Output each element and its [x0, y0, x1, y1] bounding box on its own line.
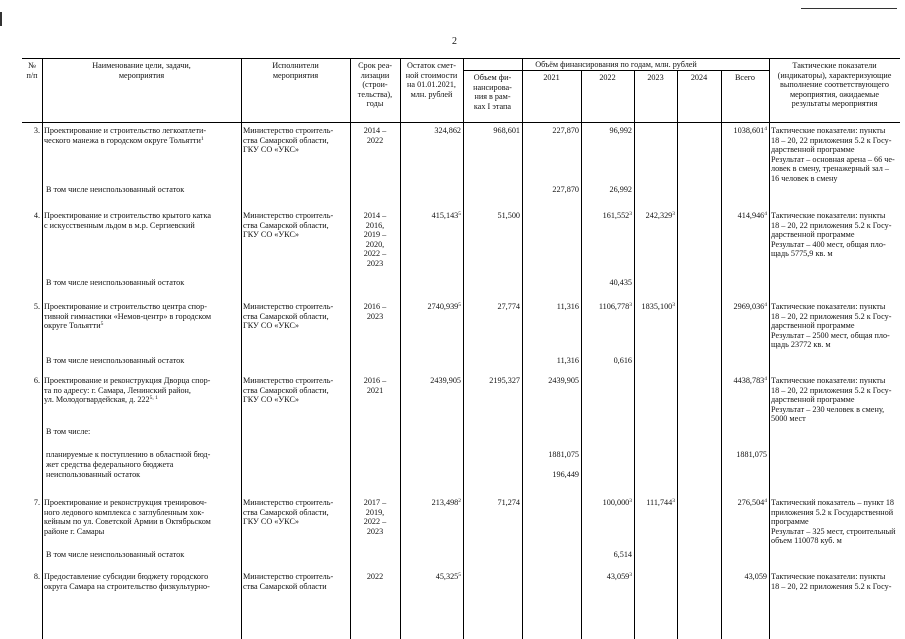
- footnote-marker: 3: [672, 302, 675, 308]
- column-rule: [522, 58, 523, 639]
- value-y2022: 161,552$^3$: [602, 211, 632, 220]
- value-vol1: 2195,327: [489, 376, 520, 385]
- header-indicators: Тактические показатели (индикаторы), характеризующие выполнение соответствующего мероприятия, ожидаемые результаты мероприятия: [777, 61, 892, 109]
- measure-name: Проектирование и строительство центра спор- тивной гимнастики «Немов-центр» в городском округе Тольятти$^5$: [44, 302, 212, 331]
- header-year-2021: 2021: [543, 73, 560, 82]
- value-vol1: 27,774: [497, 302, 520, 311]
- value-total: 414,946$^4$: [737, 211, 767, 220]
- indicators-text: Тактические показатели: пункты 18 – 20, 22 приложения 5.2 к Госу- дарственной программе Результат – основная арена – 66 че- ловек в смену, тренажерный зал – 16 человек в смену: [771, 126, 895, 183]
- footnote-marker: 5: [458, 302, 461, 308]
- value-rest: 45,325$^5$: [435, 572, 461, 581]
- header-remaining-cost: Остаток смет- ной стоимости на 01.01.2021, млн. рублей: [405, 61, 458, 99]
- value-rest: 324,862: [434, 126, 461, 135]
- header-executors: Исполнители мероприятия: [272, 61, 319, 80]
- value-y2021: 196,449: [552, 470, 579, 479]
- financing-table: [22, 58, 900, 639]
- footnote-marker: 3: [629, 211, 632, 217]
- footnote-marker: 3: [672, 498, 675, 504]
- value-y2023: 111,744$^3$: [646, 498, 675, 507]
- value-y2023: 242,329$^3$: [645, 211, 675, 220]
- measure-name: Проектирование и реконструкция Дворца спор- та по адресу: г. Самара, Ленинский район, ул. Молодогвардейская, д. 222$^{5, 1}$: [44, 376, 211, 405]
- footnote-marker: 4: [764, 302, 767, 308]
- subrow-label: планируемые к поступлению в областной бюд- жет средства федерального бюджета: [46, 450, 211, 469]
- value-y2022: 40,435: [609, 278, 632, 287]
- value-y2021: 1881,075: [548, 450, 579, 459]
- column-rule: [634, 70, 635, 639]
- footnote-marker: 5: [100, 321, 104, 328]
- value-y2022: 1106,778$^3$: [598, 302, 632, 311]
- header-financing-group: Объём финансирования по годам, млн. рублей: [535, 60, 697, 69]
- footnote-marker: 3: [629, 498, 632, 504]
- value-y2022: 96,992: [609, 126, 632, 135]
- column-rule: [721, 70, 722, 639]
- top-rule: [801, 8, 897, 9]
- value-total: 2969,036$^4$: [733, 302, 767, 311]
- subrow-label: В том числе:: [46, 427, 91, 436]
- header-stage1-volume: Объем фи- нансирова- ния в рам- ках I этапа: [473, 73, 512, 111]
- executors: Министерство строитель- ства Самарской области, ГКУ СО «УКС»: [243, 376, 334, 405]
- term-years: 2014 – 2022: [363, 126, 387, 145]
- header-name: Наименование цели, задачи, мероприятия: [92, 61, 191, 80]
- row-number: 7.: [33, 498, 40, 507]
- row-number: 5.: [33, 302, 40, 311]
- margin-mark: [0, 12, 2, 26]
- column-rule: [677, 70, 678, 639]
- footnote-marker: 3: [629, 302, 632, 308]
- value-y2022: 6,514: [613, 550, 632, 559]
- row-number: 4.: [33, 211, 40, 220]
- measure-name: Предоставление субсидии бюджету городского округа Самара на строительство физкультурно-: [44, 572, 210, 591]
- value-y2022: 26,992: [609, 185, 632, 194]
- header-top-rule: [22, 58, 900, 59]
- column-rule: [350, 58, 351, 639]
- row-number: 3.: [33, 126, 40, 135]
- footnote-marker: 1: [200, 135, 204, 142]
- indicators-text: Тактический показатель – пункт 18 приложения 5.2 к Государственной программе Результат – 325 мест, строительный объем 110078 куб. м: [771, 498, 896, 546]
- column-rule: [463, 58, 464, 639]
- subrow-label: В том числе неиспользованный остаток: [46, 278, 185, 287]
- measure-name: Проектирование и реконструкция тренировоч- ного ледового комплекса с заглубленным хок- кейным по ул. Советской Армии в Октябрьском районе г. Самары: [44, 498, 211, 536]
- header-year-2022: 2022: [599, 73, 616, 82]
- value-y2021: 11,316: [556, 302, 579, 311]
- term-years: 2014 – 2016, 2019 – 2020, 2022 – 2023: [363, 211, 387, 268]
- value-total: 4438,783$^4$: [733, 376, 767, 385]
- term-years: 2016 – 2023: [363, 302, 387, 321]
- header-group-rule: [463, 70, 769, 71]
- indicators-text: Тактические показатели: пункты 18 – 20, 22 приложения 5.2 к Госу- дарственной программе Результат – 2500 мест, общая пло- щадь 23772 кв. м: [771, 302, 892, 350]
- value-vol1: 51,500: [497, 211, 520, 220]
- header-year-2023: 2023: [647, 73, 664, 82]
- footnote-marker: 3: [672, 211, 675, 217]
- executors: Министерство строитель- ства Самарской области, ГКУ СО «УКС»: [243, 498, 334, 527]
- footnote-marker: 4: [764, 376, 767, 382]
- subrow-label: В том числе неиспользованный остаток: [46, 550, 185, 559]
- footnote-marker: 3: [629, 572, 632, 578]
- value-y2021: 11,316: [556, 356, 579, 365]
- row-number: 8.: [33, 572, 40, 581]
- value-y2021: 227,870: [552, 126, 579, 135]
- indicators-text: Тактические показатели: пункты 18 – 20, 22 приложения 5.2 к Госу- дарственной программе Результат – 230 человек в смену, 5000 мест: [771, 376, 892, 424]
- value-y2021: 2439,905: [548, 376, 579, 385]
- footnote-marker: 4: [764, 126, 767, 132]
- value-y2021: 227,870: [552, 185, 579, 194]
- term-years: 2017 – 2019, 2022 – 2023: [363, 498, 387, 536]
- executors: Министерство строитель- ства Самарской области, ГКУ СО «УКС»: [243, 126, 334, 155]
- column-rule: [769, 58, 770, 639]
- subrow-label: В том числе неиспользованный остаток: [46, 185, 185, 194]
- header-num: № п/п: [26, 61, 38, 80]
- value-y2022: 43,059$^3$: [606, 572, 632, 581]
- value-rest: 415,143$^5$: [431, 211, 461, 220]
- executors: Министерство строитель- ства Самарской области, ГКУ СО «УКС»: [243, 211, 334, 240]
- footnote-marker: 4: [764, 498, 767, 504]
- indicators-text: Тактические показатели: пункты 18 – 20, 22 приложения 5.2 к Госу- дарственной программе Результат – 400 мест, общая пло- щадь 5775,9 кв. м: [771, 211, 892, 259]
- page-number: 2: [452, 36, 457, 47]
- footnote-marker: 5, 1: [149, 395, 158, 402]
- header-term: Срок реа- лизации (строи- тельства), годы: [357, 61, 393, 109]
- executors: Министерство строитель- ства Самарской области: [243, 572, 334, 591]
- value-total: 1881,075: [736, 450, 767, 459]
- header-total: Всего: [734, 73, 756, 82]
- value-y2022: 100,000$^3$: [602, 498, 632, 507]
- value-vol1: 71,274: [497, 498, 520, 507]
- row-number: 6.: [33, 376, 40, 385]
- value-total: 276,504$^4$: [737, 498, 767, 507]
- header-bottom-rule: [22, 122, 900, 123]
- column-rule: [581, 70, 582, 639]
- subrow-label: В том числе неиспользованный остаток: [46, 356, 185, 365]
- value-rest: 2439,905: [430, 376, 461, 385]
- measure-name: Проектирование и строительство легкоатлети- ческого манежа в городском округе Тольятти$^1$: [44, 126, 207, 145]
- column-rule: [400, 58, 401, 639]
- value-total: 1038,601$^4$: [733, 126, 767, 135]
- column-rule: [42, 58, 43, 639]
- value-y2022: 0,616: [613, 356, 632, 365]
- value-y2023: 1835,100$^3$: [641, 302, 675, 311]
- footnote-marker: 5: [458, 211, 461, 217]
- value-rest: 2740,939$^5$: [427, 302, 461, 311]
- executors: Министерство строитель- ства Самарской области, ГКУ СО «УКС»: [243, 302, 334, 331]
- footnote-marker: 2: [458, 498, 461, 504]
- value-rest: 213,498$^2$: [431, 498, 461, 507]
- value-vol1: 968,601: [493, 126, 520, 135]
- indicators-text: Тактические показатели: пункты 18 – 20, 22 приложения 5.2 к Госу-: [771, 572, 892, 591]
- footnote-marker: 4: [764, 211, 767, 217]
- footnote-marker: 5: [458, 572, 461, 578]
- term-years: 2022: [366, 572, 384, 581]
- subrow-label: неиспользованный остаток: [46, 470, 141, 479]
- column-rule: [241, 58, 242, 639]
- term-years: 2016 – 2021: [363, 376, 387, 395]
- measure-name: Проектирование и строительство крытого катка с искусственным льдом в м.р. Сергиевский: [44, 211, 211, 230]
- value-total: 43,059: [744, 572, 767, 581]
- header-year-2024: 2024: [690, 73, 708, 82]
